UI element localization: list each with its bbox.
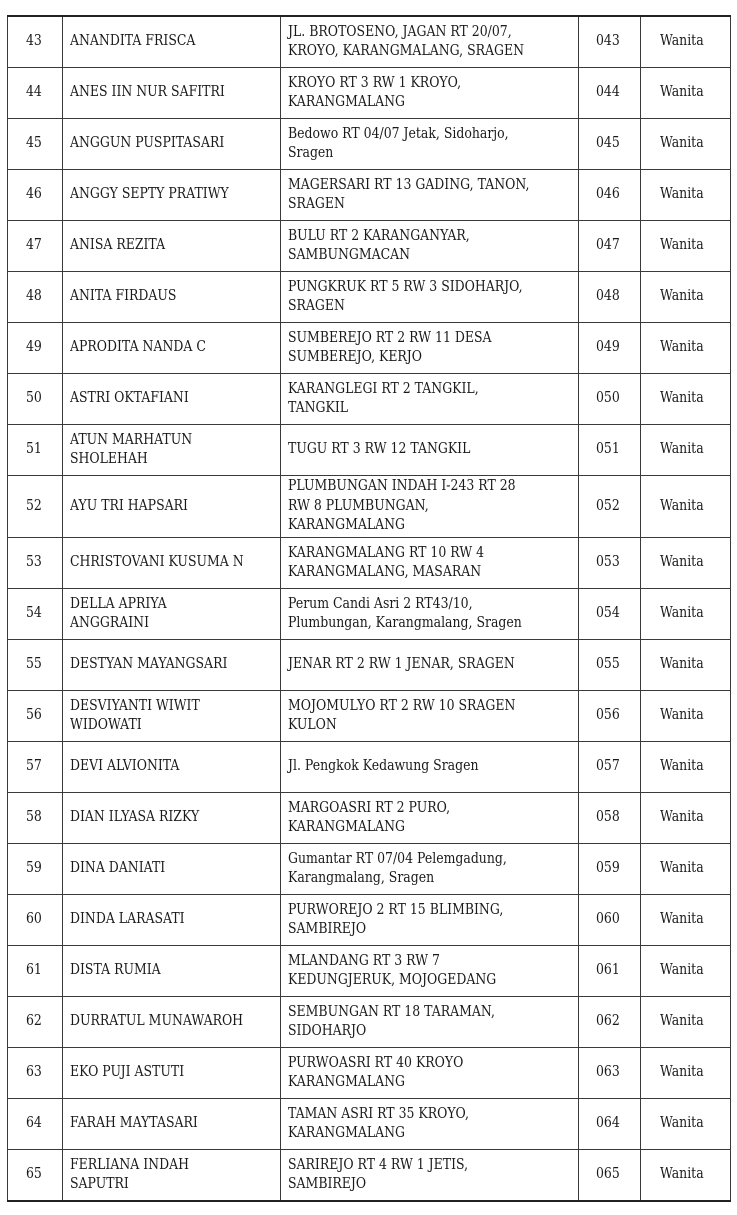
name-cell <box>63 1048 281 1099</box>
row-number-cell <box>8 946 63 997</box>
row-number: 50 <box>25 390 42 407</box>
name-cell <box>63 844 281 895</box>
row-number: 49 <box>25 339 42 356</box>
member-gender: Wanita <box>660 288 704 305</box>
member-address: JENAR RT 2 RW 1 JENAR, SRAGEN <box>288 656 515 673</box>
address-cell <box>281 374 579 425</box>
member-address: BULU RT 2 KARANGANYAR, SAMBUNGMACAN <box>288 227 470 263</box>
gender-cell <box>641 272 731 323</box>
member-address: JL. BROTOSENO, JAGAN RT 20/07, KROYO, KARANGMALANG, SRAGEN <box>288 23 525 59</box>
member-gender: Wanita <box>660 554 704 571</box>
row-number-cell <box>8 16 63 68</box>
table-row <box>8 425 731 476</box>
member-name: ANGGUN PUSPITASARI <box>70 135 225 152</box>
row-number: 44 <box>25 84 42 101</box>
name-cell <box>63 221 281 272</box>
row-number: 46 <box>25 186 42 203</box>
address-cell <box>281 946 579 997</box>
address-cell <box>281 742 579 793</box>
row-number-cell <box>8 589 63 640</box>
code-cell <box>579 589 641 640</box>
address-cell <box>281 68 579 119</box>
member-gender: Wanita <box>660 1064 704 1081</box>
member-code: 057 <box>595 758 620 775</box>
member-code: 056 <box>595 707 620 724</box>
row-number-cell <box>8 691 63 742</box>
member-code: 052 <box>595 497 620 514</box>
member-address: SEMBUNGAN RT 18 TARAMAN, SIDOHARJO <box>288 1003 496 1039</box>
code-cell <box>579 640 641 691</box>
member-code: 061 <box>595 962 620 979</box>
row-number: 60 <box>25 911 42 928</box>
gender-cell <box>641 323 731 374</box>
member-address: TUGU RT 3 RW 12 TANGKIL <box>288 441 471 458</box>
code-cell <box>579 691 641 742</box>
gender-cell <box>641 374 731 425</box>
member-gender: Wanita <box>660 860 704 877</box>
row-number: 43 <box>25 33 42 50</box>
gender-cell <box>641 538 731 589</box>
member-address: PUNGKRUK RT 5 RW 3 SIDOHARJO, SRAGEN <box>288 278 523 314</box>
member-address: PLUMBUNGAN INDAH I-243 RT 28 RW 8 PLUMBUNGAN, KARANGMALANG <box>288 478 516 534</box>
gender-cell <box>641 1048 731 1099</box>
row-number-cell <box>8 272 63 323</box>
name-cell <box>63 16 281 68</box>
address-cell <box>281 589 579 640</box>
table-row <box>8 946 731 997</box>
member-code: 058 <box>595 809 620 826</box>
member-name: EKO PUJI ASTUTI <box>70 1064 185 1081</box>
row-number-cell <box>8 793 63 844</box>
member-code: 059 <box>595 860 620 877</box>
name-cell <box>63 895 281 946</box>
table-row <box>8 895 731 946</box>
row-number-cell <box>8 895 63 946</box>
member-code: 063 <box>595 1064 620 1081</box>
address-cell <box>281 425 579 476</box>
row-number-cell <box>8 425 63 476</box>
row-number: 48 <box>25 288 42 305</box>
address-cell <box>281 1048 579 1099</box>
member-name: ANGGY SEPTY PRATIWY <box>70 186 229 203</box>
member-gender: Wanita <box>660 84 704 101</box>
member-gender: Wanita <box>660 911 704 928</box>
member-code: 046 <box>595 186 620 203</box>
table-row <box>8 589 731 640</box>
member-table <box>7 15 731 1202</box>
gender-cell <box>641 895 731 946</box>
member-code: 044 <box>595 84 620 101</box>
member-name: FERLIANA INDAH SAPUTRI <box>70 1156 189 1192</box>
code-cell <box>579 476 641 538</box>
row-number: 47 <box>25 237 42 254</box>
row-number: 62 <box>25 1013 42 1030</box>
member-address: Bedowo RT 04/07 Jetak, Sidoharjo, Sragen <box>288 125 509 161</box>
address-cell <box>281 538 579 589</box>
row-number-cell <box>8 640 63 691</box>
member-gender: Wanita <box>660 339 704 356</box>
table-row <box>8 119 731 170</box>
code-cell <box>579 16 641 68</box>
member-code: 048 <box>595 288 620 305</box>
member-code: 045 <box>595 135 620 152</box>
row-number-cell <box>8 374 63 425</box>
table-row <box>8 640 731 691</box>
member-name: DISTA RUMIA <box>70 962 161 979</box>
code-cell <box>579 1099 641 1150</box>
address-cell <box>281 895 579 946</box>
row-number-cell <box>8 1150 63 1202</box>
member-name: DEVI ALVIONITA <box>70 758 180 775</box>
code-cell <box>579 221 641 272</box>
member-list-sheet <box>7 15 730 1202</box>
code-cell <box>579 946 641 997</box>
member-name: AYU TRI HAPSARI <box>70 497 188 514</box>
name-cell <box>63 691 281 742</box>
gender-cell <box>641 640 731 691</box>
member-name: DESTYAN MAYANGSARI <box>70 656 228 673</box>
member-gender: Wanita <box>660 1013 704 1030</box>
row-number-cell <box>8 997 63 1048</box>
address-cell <box>281 691 579 742</box>
gender-cell <box>641 793 731 844</box>
table-row <box>8 476 731 538</box>
address-cell <box>281 170 579 221</box>
member-table-body <box>8 16 731 1201</box>
member-code: 050 <box>595 390 620 407</box>
member-address: MAGERSARI RT 13 GADING, TANON, SRAGEN <box>288 176 530 212</box>
member-code: 053 <box>595 554 620 571</box>
table-row <box>8 1048 731 1099</box>
row-number: 56 <box>25 707 42 724</box>
code-cell <box>579 997 641 1048</box>
member-code: 062 <box>595 1013 620 1030</box>
member-address: TAMAN ASRI RT 35 KROYO, KARANGMALANG <box>288 1105 470 1141</box>
address-cell <box>281 997 579 1048</box>
member-address: SUMBEREJO RT 2 RW 11 DESA SUMBEREJO, KERJO <box>288 329 492 365</box>
row-number-cell <box>8 68 63 119</box>
table-row <box>8 68 731 119</box>
row-number-cell <box>8 1048 63 1099</box>
member-gender: Wanita <box>660 237 704 254</box>
table-row <box>8 742 731 793</box>
gender-cell <box>641 119 731 170</box>
name-cell <box>63 374 281 425</box>
address-cell <box>281 640 579 691</box>
member-name: FARAH MAYTASARI <box>70 1115 198 1132</box>
code-cell <box>579 425 641 476</box>
member-address: Jl. Pengkok Kedawung Sragen <box>288 758 479 775</box>
member-address: KARANGMALANG RT 10 RW 4 KARANGMALANG, MASARAN <box>288 544 485 580</box>
table-row <box>8 1099 731 1150</box>
table-row <box>8 272 731 323</box>
member-gender: Wanita <box>660 605 704 622</box>
gender-cell <box>641 476 731 538</box>
table-row <box>8 16 731 68</box>
gender-cell <box>641 742 731 793</box>
name-cell <box>63 946 281 997</box>
member-address: MLANDANG RT 3 RW 7 KEDUNGJERUK, MOJOGEDANG <box>288 952 497 988</box>
name-cell <box>63 793 281 844</box>
member-name: ANITA FIRDAUS <box>70 288 177 305</box>
address-cell <box>281 119 579 170</box>
member-code: 051 <box>595 441 620 458</box>
row-number: 57 <box>25 758 42 775</box>
row-number: 55 <box>25 656 42 673</box>
member-address: MARGOASRI RT 2 PURO, KARANGMALANG <box>288 799 451 835</box>
row-number: 58 <box>25 809 42 826</box>
member-gender: Wanita <box>660 1115 704 1132</box>
row-number-cell <box>8 323 63 374</box>
code-cell <box>579 793 641 844</box>
gender-cell <box>641 170 731 221</box>
row-number-cell <box>8 742 63 793</box>
address-cell <box>281 16 579 68</box>
address-cell <box>281 1099 579 1150</box>
member-gender: Wanita <box>660 962 704 979</box>
address-cell <box>281 272 579 323</box>
address-cell <box>281 323 579 374</box>
member-name: DINDA LARASATI <box>70 911 185 928</box>
name-cell <box>63 589 281 640</box>
table-row <box>8 538 731 589</box>
name-cell <box>63 1099 281 1150</box>
row-number: 52 <box>25 497 42 514</box>
gender-cell <box>641 589 731 640</box>
row-number: 51 <box>25 441 42 458</box>
address-cell <box>281 1150 579 1202</box>
member-code: 043 <box>595 33 620 50</box>
code-cell <box>579 538 641 589</box>
gender-cell <box>641 946 731 997</box>
row-number-cell <box>8 170 63 221</box>
row-number: 45 <box>25 135 42 152</box>
address-cell <box>281 221 579 272</box>
member-address: PURWOREJO 2 RT 15 BLIMBING, SAMBIREJO <box>288 901 504 937</box>
code-cell <box>579 374 641 425</box>
member-gender: Wanita <box>660 758 704 775</box>
member-code: 060 <box>595 911 620 928</box>
table-row <box>8 323 731 374</box>
row-number: 54 <box>25 605 42 622</box>
code-cell <box>579 119 641 170</box>
code-cell <box>579 742 641 793</box>
name-cell <box>63 68 281 119</box>
member-code: 049 <box>595 339 620 356</box>
table-row <box>8 170 731 221</box>
code-cell <box>579 170 641 221</box>
member-name: DIAN ILYASA RIZKY <box>70 809 200 826</box>
member-gender: Wanita <box>660 707 704 724</box>
name-cell <box>63 640 281 691</box>
gender-cell <box>641 844 731 895</box>
table-row <box>8 793 731 844</box>
member-gender: Wanita <box>660 441 704 458</box>
member-name: ANISA REZITA <box>70 237 166 254</box>
name-cell <box>63 742 281 793</box>
name-cell <box>63 425 281 476</box>
member-code: 065 <box>595 1166 620 1183</box>
member-address: MOJOMULYO RT 2 RW 10 SRAGEN KULON <box>288 697 516 733</box>
table-row <box>8 374 731 425</box>
member-name: DINA DANIATI <box>70 860 166 877</box>
name-cell <box>63 170 281 221</box>
member-name: DESVIYANTI WIWIT WIDOWATI <box>70 697 200 733</box>
member-name: ANANDITA FRISCA <box>70 33 196 50</box>
gender-cell <box>641 425 731 476</box>
name-cell <box>63 476 281 538</box>
gender-cell <box>641 16 731 68</box>
member-gender: Wanita <box>660 1166 704 1183</box>
row-number-cell <box>8 1099 63 1150</box>
gender-cell <box>641 691 731 742</box>
member-name: ASTRI OKTAFIANI <box>70 390 189 407</box>
name-cell <box>63 119 281 170</box>
table-row <box>8 997 731 1048</box>
code-cell <box>579 895 641 946</box>
member-gender: Wanita <box>660 656 704 673</box>
row-number-cell <box>8 538 63 589</box>
row-number: 65 <box>25 1166 42 1183</box>
member-code: 055 <box>595 656 620 673</box>
address-cell <box>281 844 579 895</box>
row-number-cell <box>8 476 63 538</box>
member-gender: Wanita <box>660 135 704 152</box>
name-cell <box>63 997 281 1048</box>
name-cell <box>63 323 281 374</box>
row-number: 63 <box>25 1064 42 1081</box>
table-row <box>8 221 731 272</box>
member-name: DELLA APRIYA ANGGRAINI <box>70 595 167 631</box>
row-number-cell <box>8 119 63 170</box>
member-gender: Wanita <box>660 390 704 407</box>
member-code: 064 <box>595 1115 620 1132</box>
code-cell <box>579 68 641 119</box>
table-row <box>8 691 731 742</box>
gender-cell <box>641 1099 731 1150</box>
gender-cell <box>641 221 731 272</box>
member-address: Gumantar RT 07/04 Pelemgadung, Karangmalang, Sragen <box>288 850 507 886</box>
member-gender: Wanita <box>660 33 704 50</box>
row-number: 59 <box>25 860 42 877</box>
code-cell <box>579 323 641 374</box>
address-cell <box>281 793 579 844</box>
member-address: SARIREJO RT 4 RW 1 JETIS, SAMBIREJO <box>288 1156 469 1192</box>
row-number-cell <box>8 221 63 272</box>
name-cell <box>63 272 281 323</box>
member-name: CHRISTOVANI KUSUMA N <box>70 554 244 571</box>
member-gender: Wanita <box>660 497 704 514</box>
member-address: Perum Candi Asri 2 RT43/10, Plumbungan, Karangmalang, Sragen <box>288 595 522 631</box>
row-number: 53 <box>25 554 42 571</box>
name-cell <box>63 1150 281 1202</box>
code-cell <box>579 1150 641 1202</box>
member-address: KROYO RT 3 RW 1 KROYO, KARANGMALANG <box>288 74 462 110</box>
gender-cell <box>641 68 731 119</box>
gender-cell <box>641 1150 731 1202</box>
row-number-cell <box>8 844 63 895</box>
table-row <box>8 1150 731 1202</box>
member-name: DURRATUL MUNAWAROH <box>70 1013 244 1030</box>
code-cell <box>579 844 641 895</box>
member-address: PURWOASRI RT 40 KROYO KARANGMALANG <box>288 1054 464 1090</box>
table-row <box>8 844 731 895</box>
name-cell <box>63 538 281 589</box>
row-number: 64 <box>25 1115 42 1132</box>
row-number: 61 <box>25 962 42 979</box>
code-cell <box>579 272 641 323</box>
member-code: 047 <box>595 237 620 254</box>
gender-cell <box>641 997 731 1048</box>
code-cell <box>579 1048 641 1099</box>
member-gender: Wanita <box>660 809 704 826</box>
member-name: ATUN MARHATUN SHOLEHAH <box>70 431 193 467</box>
member-code: 054 <box>595 605 620 622</box>
member-name: APRODITA NANDA C <box>70 339 206 356</box>
address-cell <box>281 476 579 538</box>
member-gender: Wanita <box>660 186 704 203</box>
member-address: KARANGLEGI RT 2 TANGKIL, TANGKIL <box>288 380 479 416</box>
member-name: ANES IIN NUR SAFITRI <box>70 84 225 101</box>
